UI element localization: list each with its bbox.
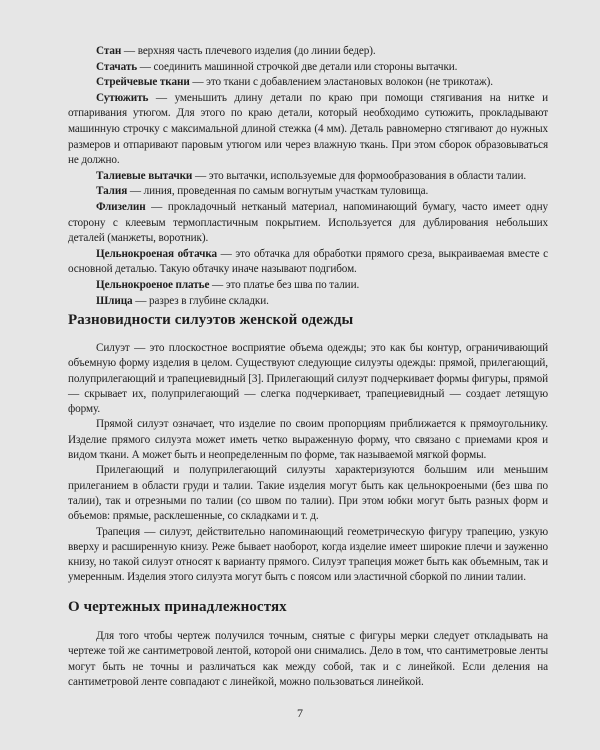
section-silhouettes xyxy=(68,341,548,586)
glossary-entry xyxy=(68,169,548,185)
glossary xyxy=(68,44,548,309)
glossary-definition: — верхняя часть плечевого изделия (до линии бедер). xyxy=(121,45,376,57)
glossary-entry xyxy=(68,278,548,294)
glossary-entry xyxy=(68,91,548,169)
section-heading-silhouettes: Разновидности силуэтов женской одежды xyxy=(68,312,354,328)
glossary-term: Шлица xyxy=(96,294,133,307)
paragraph: Для того чтобы чертеж получился точным, снятые с фигуры мерки следует откладывать на чертеже той же сантиметровой лентой, которой они снимались. Дело в том, что сантиметровые ленты могут быть не точны и различаться как между собой, так и с линейкой. Если деления на сантиметровой ленте совпадают с линейкой, можно пользоваться линейкой. xyxy=(68,630,548,688)
glossary-term: Цельнокроеная обтачка xyxy=(96,247,218,260)
paragraph: Прилегающий и полуприлегающий силуэты характеризуются большим или меньшим прилеганием в области груди и талии. Такие изделия могут быть как цельнокроеными (без шва по талии), так и отрезными по талии (со швом по талии). При этом юбки могут быть разных форм и объемов: прямые, расклешенные, со складками и т. д. xyxy=(68,464,548,523)
glossary-entry xyxy=(68,44,548,60)
glossary-entry xyxy=(68,294,548,310)
glossary-definition: — соединить машинной строчкой две детали или стороны вытачки. xyxy=(137,60,458,73)
glossary-entry xyxy=(68,184,548,200)
glossary-entry xyxy=(68,60,548,76)
section-heading-drawing-tools: О чертежных принадлежностях xyxy=(68,599,287,615)
glossary-entry xyxy=(68,200,548,247)
paragraph: Трапеция — силуэт, действительно напоминающий геометрическую фигуру трапецию, узкую вверху и расширенную книзу. Реже бывает наоборот, когда изделие имеет широкие плечи и зауженно книзу, но такой силуэт относят к варианту прямого. Силуэт трапеция может быть как объемным, так и умеренным. Изделия этого силуэта могут быть с поясом или эластичной сборкой по линии талии. xyxy=(68,525,548,584)
glossary-term: Талиевые вытачки xyxy=(96,169,193,182)
glossary-term: Цельнокроеное платье xyxy=(96,278,210,291)
page-number: 7 xyxy=(297,706,303,720)
glossary-entry xyxy=(68,247,548,278)
glossary-term: Стрейчевые ткани xyxy=(96,76,190,89)
glossary-definition: — это ткани с добавлением эластановых волокон (не трикотаж). xyxy=(189,76,493,89)
glossary-definition: — это вытачки, используемые для формообразования в области талии. xyxy=(192,169,527,182)
glossary-definition: — это платье без шва по талии. xyxy=(209,278,360,291)
paragraph: Силуэт — это плоскостное восприятие объема одежды; это как бы контур, ограничивающий объемную форму изделия в целом. Существуют следующие силуэты одежды: прямой, прилегающий, полуприлегающий и трапециевидный [3]. Прилегающий силуэт подчеркивает формы фигуры, прямой — скрывает их, полуприлегающий — слегка подчеркивает, трапециевидный — создает летящую форму. xyxy=(68,342,548,416)
glossary-entry xyxy=(68,75,548,91)
glossary-definition: — линия, проведенная по самым вогнутым участкам туловища. xyxy=(127,185,429,198)
paragraph: Прямой силуэт означает, что изделие по своим пропорциям приближается к прямоугольнику. Изделие прямого силуэта может иметь четко выраженную форму, что связано с приемами кроя и видом ткани. А может быть и неопределенным по форме, так называемой мягкой формы. xyxy=(68,418,548,462)
glossary-term: Талия xyxy=(96,185,128,198)
glossary-definition: — разрез в глубине складки. xyxy=(132,294,269,307)
glossary-definition: — уменьшить длину детали по краю при помощи стягивания на нитке и отпаривания утюгом. Для этого по краю детали, который необходимо сутюжить, прокладывают машинную строчку с максимальной длиной стежка (4 мм). Деталь равномерно стягивают до нужных размеров и отпаривают паровым утюгом или через влажную ткань. При этом сборок образовываться не должно. xyxy=(68,91,548,167)
glossary-term: Флизелин xyxy=(96,200,146,213)
glossary-term: Стан xyxy=(96,45,122,57)
section-drawing-tools xyxy=(68,629,548,690)
glossary-term: Сутюжить xyxy=(96,91,149,104)
glossary-term: Стачать xyxy=(96,60,138,73)
glossary-definition: — прокладочный нетканый материал, напоминающий бумагу, часто имеет одну сторону с клеевым термопластичным покрытием. Используется для дублирования небольших деталей (манжеты, воротник). xyxy=(68,200,548,245)
glossary-definition: — это обтачка для обработки прямого среза, выкраиваемая вместе с основной деталью. Такую обтачку иначе называют подгибом. xyxy=(68,247,548,276)
